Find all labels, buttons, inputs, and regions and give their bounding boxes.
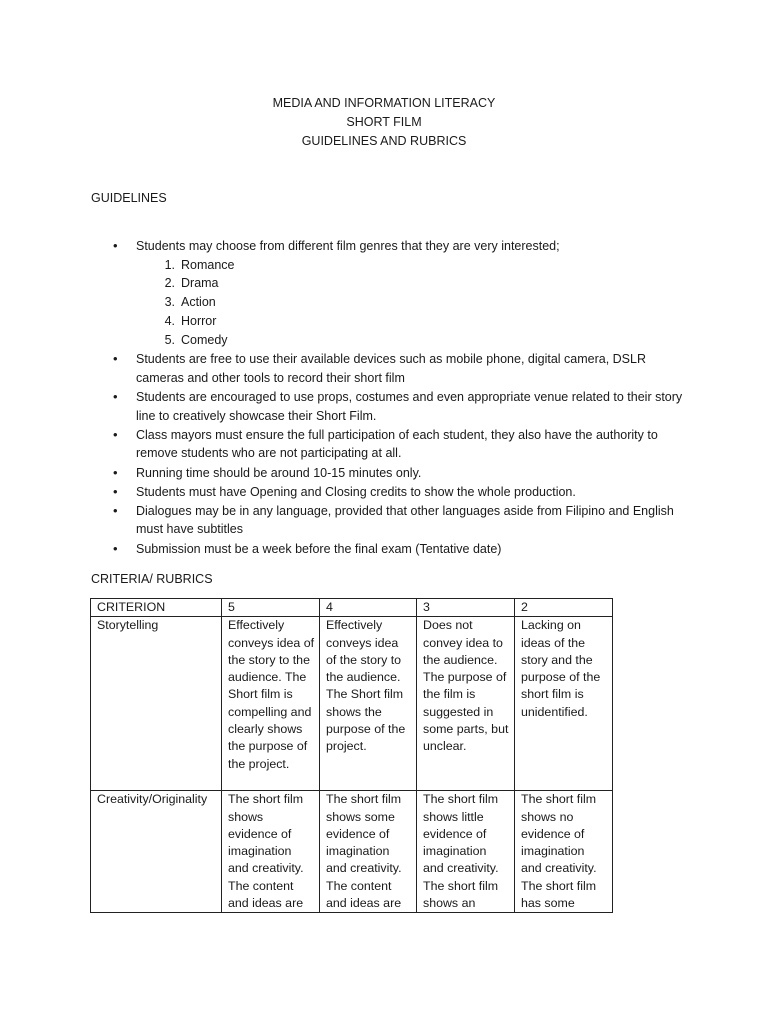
bullet-icon: • bbox=[113, 238, 118, 253]
bullet-icon: • bbox=[113, 502, 118, 518]
genre-item bbox=[136, 312, 688, 331]
guideline-text: Running time should be around 10-15 minutes only. bbox=[136, 465, 422, 480]
genre-number: 1. bbox=[164, 257, 175, 272]
title-line-guidelines: GUIDELINES AND RUBRICS bbox=[301, 134, 467, 148]
rubric-header-row bbox=[91, 599, 613, 617]
guideline-text: Students may choose from different film genres that they are very interested; bbox=[136, 239, 560, 253]
guidelines-list bbox=[0, 237, 768, 559]
rubric-descriptor-cell: Lacking on ideas of the story and the purpose of the short film is unidentified. bbox=[515, 617, 613, 791]
genre-label: Drama bbox=[181, 276, 219, 291]
bullet-icon: • bbox=[113, 540, 118, 556]
bullet-icon: • bbox=[113, 483, 118, 499]
rubric-descriptor-cell: The short film shows evidence of imagination and creativity. The content and ideas are bbox=[222, 791, 320, 913]
genre-label: Comedy bbox=[181, 332, 228, 347]
guideline-text: Students must have Opening and Closing credits to show the whole production. bbox=[136, 484, 576, 499]
guideline-item bbox=[0, 464, 768, 483]
title-line-subject: MEDIA AND INFORMATION LITERACY bbox=[272, 96, 496, 110]
guideline-text: Students are encouraged to use props, costumes and even appropriate venue related to their story line to creatively showcase their Short Film. bbox=[136, 389, 683, 423]
genre-label: Action bbox=[181, 295, 216, 310]
rubric-criterion-cell: Creativity/Originality bbox=[91, 791, 222, 913]
rubric-descriptor-cell: The short film shows no evidence of imagination and creativity. The short film has some bbox=[515, 791, 613, 913]
genre-number: 2. bbox=[164, 276, 175, 291]
rubric-descriptor-cell: Does not convey idea to the audience. The purpose of the film is suggested in some parts, but unclear. bbox=[417, 617, 515, 791]
bullet-icon: • bbox=[113, 464, 118, 480]
rubric-descriptor-cell: The short film shows little evidence of imagination and creativity. The short film shows an bbox=[417, 791, 515, 913]
genre-list bbox=[136, 256, 688, 350]
guideline-text: Class mayors must ensure the full participation of each student, they also have the authority to remove students who are not participating at all. bbox=[136, 427, 658, 461]
table-row bbox=[91, 617, 613, 791]
guideline-item bbox=[0, 502, 768, 539]
title-line-project: SHORT FILM bbox=[346, 115, 422, 129]
rubric-header-score: 4 bbox=[320, 599, 417, 617]
guideline-item bbox=[0, 483, 768, 502]
guideline-item bbox=[0, 237, 768, 350]
rubric-header-score: 3 bbox=[417, 599, 515, 617]
guideline-item bbox=[0, 350, 768, 387]
genre-item bbox=[136, 274, 688, 293]
rubric-header-score: 2 bbox=[515, 599, 613, 617]
genre-item bbox=[136, 293, 688, 312]
genre-number: 5. bbox=[164, 332, 175, 347]
bullet-icon: • bbox=[113, 351, 118, 367]
guideline-text: Students are free to use their available devices such as mobile phone, digital camera, DSLR cameras and other tools to record their short film bbox=[136, 352, 647, 385]
genre-label: Horror bbox=[181, 313, 217, 328]
bullet-icon: • bbox=[113, 388, 118, 404]
guideline-item bbox=[0, 426, 768, 463]
criteria-heading: CRITERIA/ RUBRICS bbox=[91, 572, 213, 586]
genre-number: 3. bbox=[164, 295, 175, 310]
guideline-text: Submission must be a week before the final exam (Tentative date) bbox=[136, 541, 502, 556]
rubric-header-criterion: CRITERION bbox=[91, 599, 222, 617]
table-row bbox=[91, 791, 613, 913]
rubric-descriptor-cell: Effectively conveys idea of the story to the audience. The Short film shows the purpose of the project. bbox=[320, 617, 417, 791]
guideline-item bbox=[0, 540, 768, 559]
guideline-item bbox=[0, 388, 768, 425]
guideline-text: Dialogues may be in any language, provided that other languages aside from Filipino and English must have subtitles bbox=[136, 503, 674, 537]
rubric-descriptor-cell: Effectively conveys idea of the story to the audience. The Short film is compelling and clearly shows the purpose of the project. bbox=[222, 617, 320, 791]
bullet-icon: • bbox=[113, 426, 118, 442]
guidelines-heading: GUIDELINES bbox=[91, 191, 167, 205]
genre-item bbox=[136, 331, 688, 350]
rubric-header-score: 5 bbox=[222, 599, 320, 617]
rubric-criterion-cell: Storytelling bbox=[91, 617, 222, 791]
rubric-table bbox=[90, 598, 613, 913]
genre-item bbox=[136, 256, 688, 275]
genre-label: Romance bbox=[181, 257, 235, 272]
genre-number: 4. bbox=[164, 313, 175, 328]
rubric-descriptor-cell: The short film shows some evidence of imagination and creativity. The content and ideas are bbox=[320, 791, 417, 913]
document-title bbox=[0, 94, 768, 151]
